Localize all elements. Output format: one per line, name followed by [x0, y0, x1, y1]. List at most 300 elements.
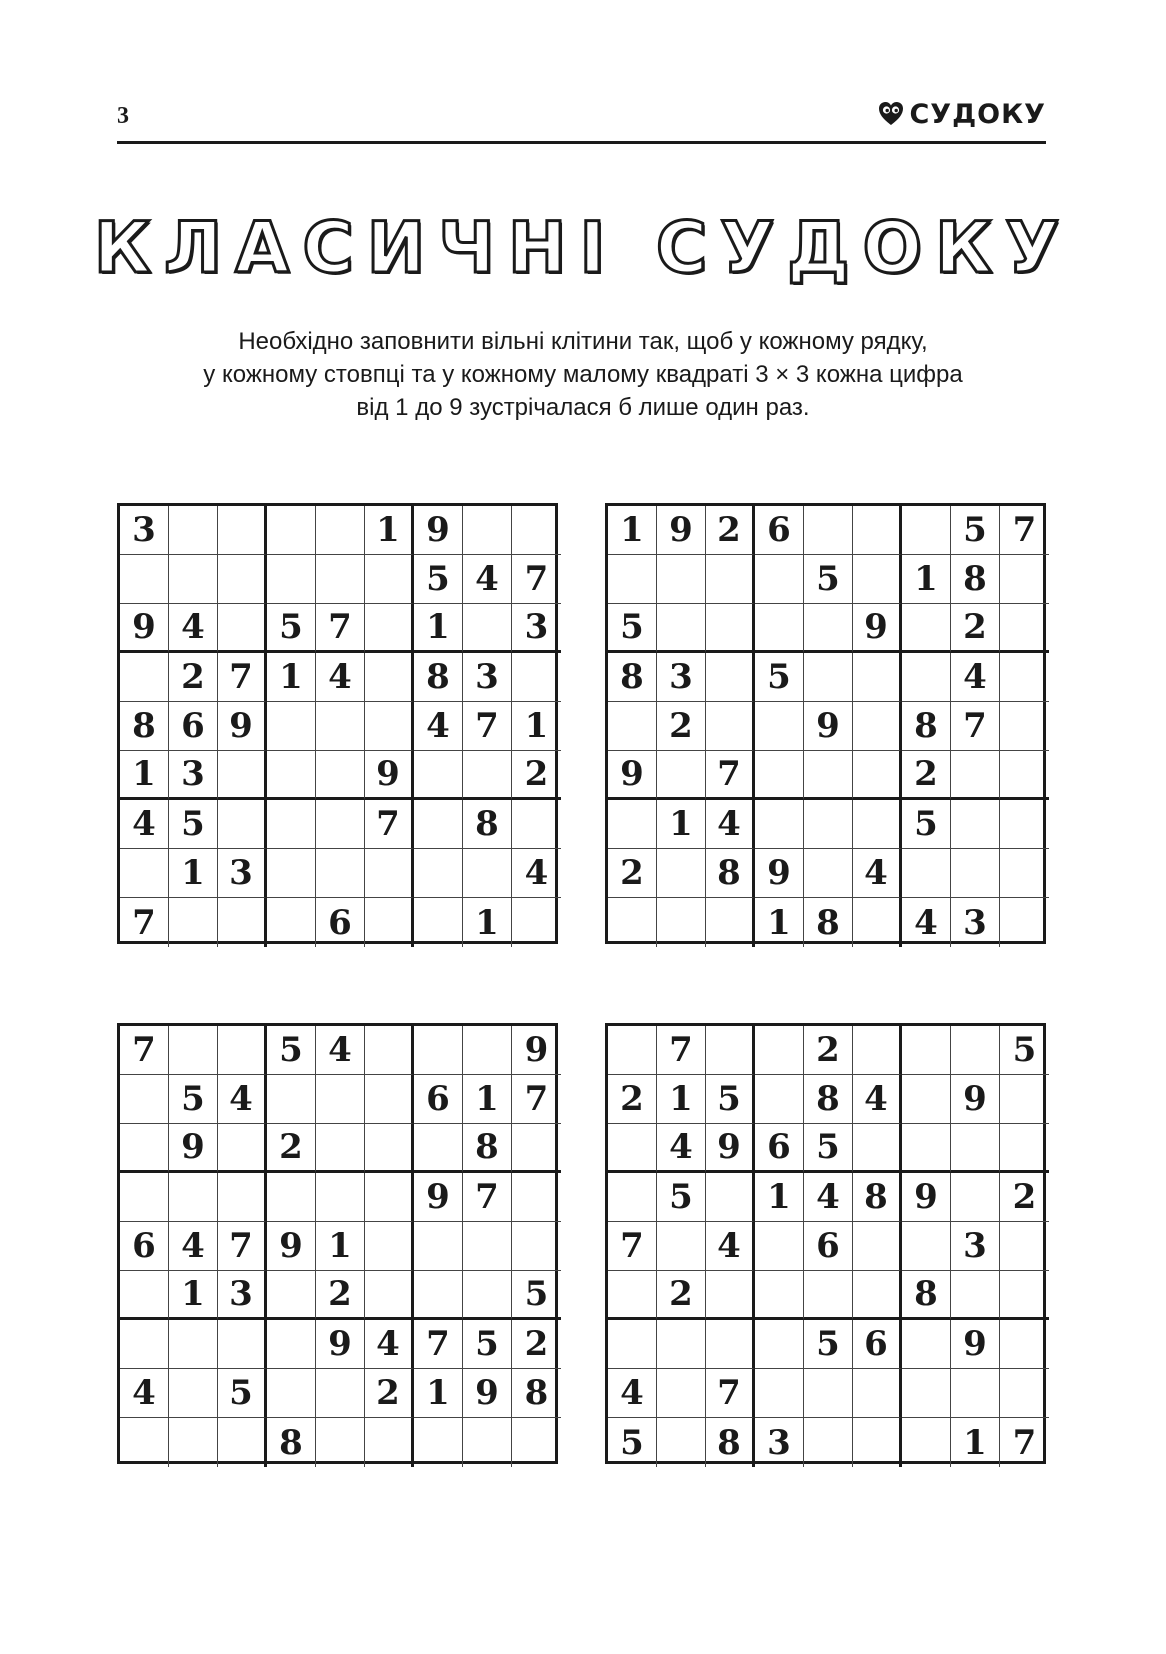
empty-cell[interactable] [902, 653, 951, 702]
given-digit: 9 [218, 702, 267, 751]
empty-cell[interactable] [755, 604, 804, 653]
sudoku-grid-1 [117, 503, 558, 944]
empty-cell[interactable] [169, 555, 218, 604]
empty-cell[interactable] [120, 653, 169, 702]
given-digit: 1 [169, 1271, 218, 1320]
empty-cell[interactable] [755, 1222, 804, 1271]
given-digit: 5 [512, 1271, 561, 1320]
empty-cell[interactable] [853, 1369, 902, 1418]
empty-cell[interactable] [902, 849, 951, 898]
given-digit: 1 [657, 1075, 706, 1124]
given-digit: 1 [365, 506, 414, 555]
given-digit: 7 [120, 898, 169, 947]
empty-cell[interactable] [365, 702, 414, 751]
given-digit: 2 [608, 849, 657, 898]
given-digit: 2 [316, 1271, 365, 1320]
given-digit: 8 [267, 1418, 316, 1467]
empty-cell[interactable] [218, 1124, 267, 1173]
given-digit: 4 [706, 800, 755, 849]
given-digit: 9 [512, 1026, 561, 1075]
given-digit: 2 [365, 1369, 414, 1418]
empty-cell[interactable] [1000, 1271, 1049, 1320]
empty-cell[interactable] [902, 1418, 951, 1467]
given-digit: 4 [463, 555, 512, 604]
empty-cell[interactable] [853, 555, 902, 604]
empty-cell[interactable] [365, 1271, 414, 1320]
given-digit: 9 [267, 1222, 316, 1271]
given-digit: 9 [169, 1124, 218, 1173]
empty-cell[interactable] [218, 898, 267, 947]
empty-cell[interactable] [608, 800, 657, 849]
given-digit: 5 [657, 1173, 706, 1222]
empty-cell[interactable] [463, 506, 512, 555]
given-digit: 4 [120, 800, 169, 849]
given-digit: 5 [463, 1320, 512, 1369]
empty-cell[interactable] [316, 555, 365, 604]
given-digit: 6 [804, 1222, 853, 1271]
empty-cell[interactable] [1000, 604, 1049, 653]
given-digit: 3 [218, 849, 267, 898]
empty-cell[interactable] [463, 1418, 512, 1467]
given-digit: 6 [169, 702, 218, 751]
given-digit: 6 [414, 1075, 463, 1124]
given-digit: 7 [365, 800, 414, 849]
empty-cell[interactable] [706, 898, 755, 947]
empty-cell[interactable] [120, 1124, 169, 1173]
empty-cell[interactable] [1000, 1124, 1049, 1173]
given-digit: 4 [120, 1369, 169, 1418]
empty-cell[interactable] [804, 1418, 853, 1467]
empty-cell[interactable] [853, 702, 902, 751]
empty-cell[interactable] [120, 1320, 169, 1369]
sudoku-grid-2 [605, 503, 1046, 944]
given-digit: 2 [1000, 1173, 1049, 1222]
page-title: КЛАСИЧНІ СУДОКУ [93, 207, 1073, 289]
given-digit: 2 [512, 1320, 561, 1369]
given-digit: 8 [902, 702, 951, 751]
empty-cell[interactable] [706, 1271, 755, 1320]
sudoku-grid-3 [117, 1023, 558, 1464]
given-digit: 1 [512, 702, 561, 751]
given-digit: 4 [853, 1075, 902, 1124]
empty-cell[interactable] [267, 506, 316, 555]
empty-cell[interactable] [169, 506, 218, 555]
empty-cell[interactable] [365, 1222, 414, 1271]
given-digit: 2 [512, 751, 561, 800]
given-digit: 4 [512, 849, 561, 898]
given-digit: 4 [902, 898, 951, 947]
given-digit: 1 [120, 751, 169, 800]
given-digit: 2 [804, 1026, 853, 1075]
empty-cell[interactable] [951, 800, 1000, 849]
given-digit: 3 [755, 1418, 804, 1467]
empty-cell[interactable] [316, 1418, 365, 1467]
empty-cell[interactable] [316, 800, 365, 849]
empty-cell[interactable] [120, 1418, 169, 1467]
empty-cell[interactable] [853, 1222, 902, 1271]
given-digit: 7 [706, 751, 755, 800]
given-digit: 5 [804, 555, 853, 604]
empty-cell[interactable] [1000, 849, 1049, 898]
empty-cell[interactable] [951, 1124, 1000, 1173]
given-digit: 4 [804, 1173, 853, 1222]
empty-cell[interactable] [512, 506, 561, 555]
sudoku-grid-4 [605, 1023, 1046, 1464]
given-digit: 7 [463, 1173, 512, 1222]
empty-cell[interactable] [804, 653, 853, 702]
empty-cell[interactable] [755, 1369, 804, 1418]
empty-cell[interactable] [218, 751, 267, 800]
given-digit: 7 [657, 1026, 706, 1075]
empty-cell[interactable] [169, 1320, 218, 1369]
given-digit: 5 [169, 1075, 218, 1124]
empty-cell[interactable] [365, 1173, 414, 1222]
empty-cell[interactable] [316, 702, 365, 751]
empty-cell[interactable] [365, 898, 414, 947]
page-number: 3 [117, 103, 129, 129]
empty-cell[interactable] [267, 898, 316, 947]
empty-cell[interactable] [316, 506, 365, 555]
empty-cell[interactable] [414, 751, 463, 800]
given-digit: 9 [316, 1320, 365, 1369]
empty-cell[interactable] [657, 555, 706, 604]
empty-cell[interactable] [316, 1075, 365, 1124]
empty-cell[interactable] [365, 1075, 414, 1124]
empty-cell[interactable] [853, 1026, 902, 1075]
empty-cell[interactable] [755, 1026, 804, 1075]
empty-cell[interactable] [512, 653, 561, 702]
given-digit: 8 [706, 849, 755, 898]
empty-cell[interactable] [365, 1124, 414, 1173]
given-digit: 8 [463, 1124, 512, 1173]
empty-cell[interactable] [804, 1271, 853, 1320]
given-digit: 2 [267, 1124, 316, 1173]
empty-cell[interactable] [951, 1271, 1000, 1320]
empty-cell[interactable] [120, 1173, 169, 1222]
empty-cell[interactable] [804, 849, 853, 898]
empty-cell[interactable] [218, 604, 267, 653]
empty-cell[interactable] [414, 1124, 463, 1173]
given-digit: 5 [218, 1369, 267, 1418]
instructions [120, 325, 1046, 424]
empty-cell[interactable] [365, 555, 414, 604]
given-digit: 7 [951, 702, 1000, 751]
empty-cell[interactable] [1000, 751, 1049, 800]
given-digit: 8 [804, 1075, 853, 1124]
empty-cell[interactable] [951, 849, 1000, 898]
empty-cell[interactable] [512, 1124, 561, 1173]
empty-cell[interactable] [657, 1222, 706, 1271]
empty-cell[interactable] [608, 1271, 657, 1320]
empty-cell[interactable] [657, 898, 706, 947]
given-digit: 3 [512, 604, 561, 653]
empty-cell[interactable] [218, 1026, 267, 1075]
empty-cell[interactable] [608, 898, 657, 947]
given-digit: 7 [463, 702, 512, 751]
given-digit: 5 [608, 1418, 657, 1467]
empty-cell[interactable] [706, 702, 755, 751]
given-digit: 5 [414, 555, 463, 604]
empty-cell[interactable] [902, 1222, 951, 1271]
empty-cell[interactable] [512, 1222, 561, 1271]
empty-cell[interactable] [608, 1026, 657, 1075]
empty-cell[interactable] [804, 1369, 853, 1418]
given-digit: 1 [316, 1222, 365, 1271]
empty-cell[interactable] [365, 1418, 414, 1467]
empty-cell[interactable] [169, 1026, 218, 1075]
brand-name: СУДОКУ [909, 98, 1046, 130]
empty-cell[interactable] [120, 555, 169, 604]
empty-cell[interactable] [267, 555, 316, 604]
given-digit: 9 [951, 1075, 1000, 1124]
empty-cell[interactable] [267, 1075, 316, 1124]
empty-cell[interactable] [218, 1418, 267, 1467]
given-digit: 1 [414, 604, 463, 653]
given-digit: 5 [755, 653, 804, 702]
given-digit: 9 [902, 1173, 951, 1222]
empty-cell[interactable] [1000, 1320, 1049, 1369]
empty-cell[interactable] [706, 1173, 755, 1222]
empty-cell[interactable] [414, 800, 463, 849]
empty-cell[interactable] [853, 506, 902, 555]
empty-cell[interactable] [316, 751, 365, 800]
empty-cell[interactable] [951, 1026, 1000, 1075]
empty-cell[interactable] [804, 800, 853, 849]
given-digit: 4 [169, 1222, 218, 1271]
empty-cell[interactable] [657, 1418, 706, 1467]
empty-cell[interactable] [755, 702, 804, 751]
empty-cell[interactable] [853, 1418, 902, 1467]
empty-cell[interactable] [463, 1026, 512, 1075]
empty-cell[interactable] [463, 1222, 512, 1271]
given-digit: 1 [414, 1369, 463, 1418]
empty-cell[interactable] [755, 800, 804, 849]
given-digit: 1 [755, 1173, 804, 1222]
given-digit: 4 [169, 604, 218, 653]
empty-cell[interactable] [657, 849, 706, 898]
empty-cell[interactable] [1000, 1075, 1049, 1124]
empty-cell[interactable] [1000, 702, 1049, 751]
empty-cell[interactable] [365, 604, 414, 653]
empty-cell[interactable] [267, 751, 316, 800]
empty-cell[interactable] [902, 1026, 951, 1075]
empty-cell[interactable] [755, 555, 804, 604]
empty-cell[interactable] [706, 555, 755, 604]
given-digit: 6 [853, 1320, 902, 1369]
empty-cell[interactable] [267, 1320, 316, 1369]
empty-cell[interactable] [365, 849, 414, 898]
empty-cell[interactable] [267, 702, 316, 751]
given-digit: 8 [463, 800, 512, 849]
empty-cell[interactable] [365, 653, 414, 702]
empty-cell[interactable] [1000, 1222, 1049, 1271]
given-digit: 3 [218, 1271, 267, 1320]
empty-cell[interactable] [804, 751, 853, 800]
given-digit: 1 [169, 849, 218, 898]
given-digit: 1 [657, 800, 706, 849]
empty-cell[interactable] [267, 1369, 316, 1418]
empty-cell[interactable] [608, 1320, 657, 1369]
given-digit: 3 [120, 506, 169, 555]
empty-cell[interactable] [853, 751, 902, 800]
given-digit: 9 [414, 506, 463, 555]
empty-cell[interactable] [951, 751, 1000, 800]
empty-cell[interactable] [316, 1124, 365, 1173]
given-digit: 3 [169, 751, 218, 800]
given-digit: 7 [414, 1320, 463, 1369]
empty-cell[interactable] [267, 849, 316, 898]
empty-cell[interactable] [951, 1173, 1000, 1222]
empty-cell[interactable] [608, 702, 657, 751]
empty-cell[interactable] [218, 1320, 267, 1369]
given-digit: 8 [951, 555, 1000, 604]
given-digit: 2 [902, 751, 951, 800]
given-digit: 8 [608, 653, 657, 702]
given-digit: 4 [316, 1026, 365, 1075]
given-digit: 9 [463, 1369, 512, 1418]
instructions-line: Необхідно заповнити вільні клітини так, щоб у кожному рядку, [238, 328, 928, 355]
empty-cell[interactable] [657, 1369, 706, 1418]
empty-cell[interactable] [218, 1173, 267, 1222]
empty-cell[interactable] [657, 1320, 706, 1369]
empty-cell[interactable] [120, 849, 169, 898]
empty-cell[interactable] [414, 898, 463, 947]
empty-cell[interactable] [902, 1320, 951, 1369]
given-digit: 4 [706, 1222, 755, 1271]
empty-cell[interactable] [120, 1075, 169, 1124]
empty-cell[interactable] [608, 1124, 657, 1173]
empty-cell[interactable] [608, 555, 657, 604]
given-digit: 1 [267, 653, 316, 702]
given-digit: 5 [902, 800, 951, 849]
empty-cell[interactable] [316, 1173, 365, 1222]
empty-cell[interactable] [755, 1271, 804, 1320]
given-digit: 5 [804, 1320, 853, 1369]
empty-cell[interactable] [1000, 555, 1049, 604]
empty-cell[interactable] [706, 604, 755, 653]
given-digit: 8 [414, 653, 463, 702]
empty-cell[interactable] [755, 751, 804, 800]
given-digit: 4 [951, 653, 1000, 702]
empty-cell[interactable] [706, 1320, 755, 1369]
empty-cell[interactable] [463, 751, 512, 800]
empty-cell[interactable] [853, 1124, 902, 1173]
given-digit: 5 [267, 1026, 316, 1075]
empty-cell[interactable] [902, 1369, 951, 1418]
given-digit: 4 [365, 1320, 414, 1369]
empty-cell[interactable] [267, 800, 316, 849]
empty-cell[interactable] [414, 1222, 463, 1271]
empty-cell[interactable] [463, 1271, 512, 1320]
given-digit: 7 [512, 1075, 561, 1124]
empty-cell[interactable] [120, 1271, 169, 1320]
empty-cell[interactable] [902, 1124, 951, 1173]
given-digit: 8 [902, 1271, 951, 1320]
given-digit: 5 [804, 1124, 853, 1173]
empty-cell[interactable] [755, 1075, 804, 1124]
given-digit: 2 [657, 1271, 706, 1320]
empty-cell[interactable] [1000, 1369, 1049, 1418]
given-digit: 7 [120, 1026, 169, 1075]
empty-cell[interactable] [365, 1026, 414, 1075]
empty-cell[interactable] [608, 1173, 657, 1222]
empty-cell[interactable] [414, 1271, 463, 1320]
empty-cell[interactable] [657, 604, 706, 653]
empty-cell[interactable] [414, 1026, 463, 1075]
given-digit: 7 [218, 653, 267, 702]
given-digit: 7 [316, 604, 365, 653]
empty-cell[interactable] [951, 1369, 1000, 1418]
empty-cell[interactable] [218, 506, 267, 555]
empty-cell[interactable] [804, 604, 853, 653]
given-digit: 9 [657, 506, 706, 555]
empty-cell[interactable] [853, 800, 902, 849]
empty-cell[interactable] [512, 1418, 561, 1467]
given-digit: 3 [463, 653, 512, 702]
empty-cell[interactable] [169, 898, 218, 947]
given-digit: 4 [414, 702, 463, 751]
empty-cell[interactable] [218, 800, 267, 849]
heart-eyes-icon [877, 100, 905, 128]
empty-cell[interactable] [853, 1271, 902, 1320]
given-digit: 9 [608, 751, 657, 800]
empty-cell[interactable] [902, 506, 951, 555]
empty-cell[interactable] [1000, 800, 1049, 849]
empty-cell[interactable] [1000, 898, 1049, 947]
given-digit: 5 [169, 800, 218, 849]
given-digit: 9 [755, 849, 804, 898]
empty-cell[interactable] [267, 1271, 316, 1320]
empty-cell[interactable] [414, 1418, 463, 1467]
given-digit: 8 [853, 1173, 902, 1222]
empty-cell[interactable] [1000, 653, 1049, 702]
empty-cell[interactable] [316, 1369, 365, 1418]
empty-cell[interactable] [316, 849, 365, 898]
empty-cell[interactable] [169, 1173, 218, 1222]
empty-cell[interactable] [853, 898, 902, 947]
empty-cell[interactable] [218, 555, 267, 604]
empty-cell[interactable] [706, 653, 755, 702]
empty-cell[interactable] [804, 506, 853, 555]
given-digit: 1 [755, 898, 804, 947]
empty-cell[interactable] [512, 1173, 561, 1222]
empty-cell[interactable] [267, 1173, 316, 1222]
given-digit: 7 [512, 555, 561, 604]
empty-cell[interactable] [463, 849, 512, 898]
empty-cell[interactable] [169, 1369, 218, 1418]
header-divider [117, 141, 1046, 144]
given-digit: 2 [951, 604, 1000, 653]
given-digit: 6 [120, 1222, 169, 1271]
given-digit: 4 [218, 1075, 267, 1124]
empty-cell[interactable] [853, 653, 902, 702]
given-digit: 9 [951, 1320, 1000, 1369]
empty-cell[interactable] [902, 1075, 951, 1124]
given-digit: 1 [463, 1075, 512, 1124]
empty-cell[interactable] [512, 898, 561, 947]
empty-cell[interactable] [902, 604, 951, 653]
empty-cell[interactable] [706, 1026, 755, 1075]
empty-cell[interactable] [414, 849, 463, 898]
given-digit: 8 [512, 1369, 561, 1418]
empty-cell[interactable] [657, 751, 706, 800]
empty-cell[interactable] [463, 604, 512, 653]
empty-cell[interactable] [512, 800, 561, 849]
given-digit: 8 [706, 1418, 755, 1467]
given-digit: 7 [706, 1369, 755, 1418]
empty-cell[interactable] [755, 1320, 804, 1369]
empty-cell[interactable] [169, 1418, 218, 1467]
